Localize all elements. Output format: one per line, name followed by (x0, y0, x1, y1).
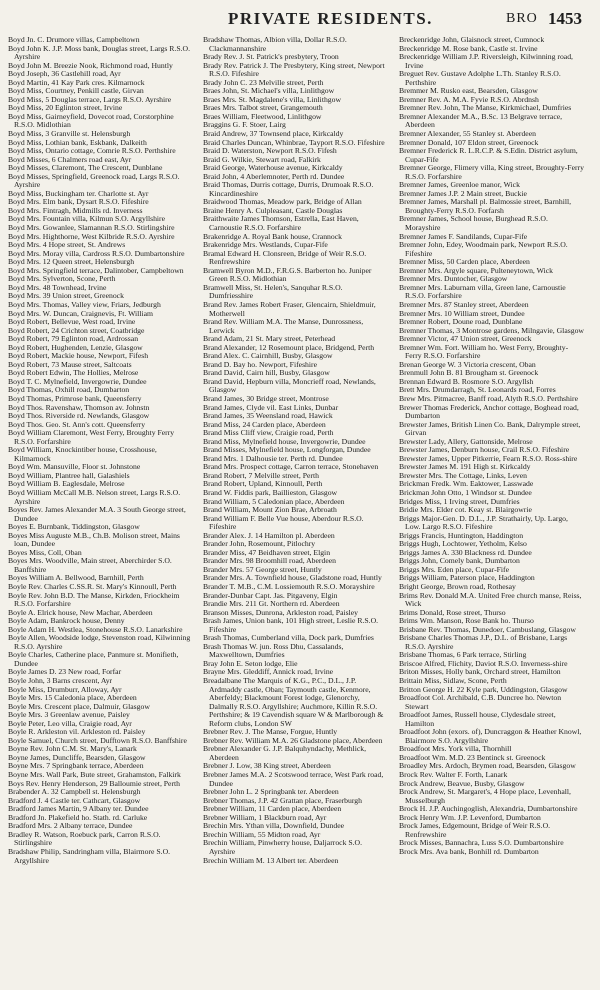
directory-entry: Bremner Alexander, 55 Stanley st. Aberdeen (399, 129, 536, 139)
directory-entry: Brander Alex. J. 14 Hamilton pl. Aberdeen (203, 530, 335, 540)
directory-entry: Britton George H. 22 Kyle park, Uddingston, Glasgow (399, 684, 568, 694)
directory-entry: Boyne Mrs. 7 Springbank terrace, Aberdeen (8, 761, 144, 771)
directory-entry: Brebner James M.A. 2 Scotswood terrace, West Park road, Dundee (203, 770, 384, 788)
directory-entry: Boys Rev. Henry Henderson, 29 Balloumie street, Perth (8, 778, 181, 788)
directory-entry: Braid D. Waterston, Newport R.S.O. Fifesh (203, 146, 337, 156)
directory-entry: Brandie Mrs. 211 Gt. Northern rd. Aberdeen (203, 599, 340, 609)
directory-entry: Brand William F. Belle Vue house, Aberdour R.S.O. Fifeshire (203, 513, 364, 532)
directory-entry: Brebner Thomas, J.P. 42 Grattan place, Fraserburgh (203, 795, 362, 805)
directory-entry: Boyle A. Elrick house, New Machar, Aberdeen (8, 607, 153, 617)
directory-entry: Boyd Mrs. 4 Hope street, St. Andrews (8, 240, 126, 250)
directory-entry: Brand Adam, 21 St. Mary street, Peterhead (203, 334, 336, 344)
directory-entry: Brechin Mrs. Ythan villa, Downfield, Dundee (203, 821, 345, 831)
directory-entry: Bremmer M. Rusko east, Bearsden, Glasgow (399, 86, 538, 96)
directory-entry: Breckenridge John, Glaisnock street, Cumnock (399, 35, 545, 44)
directory-entry: Boyd Mrs. Fountain villa, Kilmun S.O. Argyllshire (8, 214, 166, 224)
directory-entry: Brand Robert, Upland, Kinnoull, Perth (203, 479, 323, 489)
directory-entry: Boyd Miss, Ontario cottage, Comrie R.S.O. Perthshire (8, 146, 176, 156)
directory-entry: Boyd Mrs. Fintragh, Midmills rd. Inverness (8, 205, 143, 215)
directory-entry: Briscoe Alfred, Flichity, Daviot R.S.O. Inverness-shire (399, 658, 568, 668)
directory-entry: Brewster Mrs. The Cottage, Links, Leven (399, 470, 527, 480)
directory-entry: Braes Mrs. Talbot street, Grangemouth (203, 103, 323, 113)
directory-entry: Braine Henry A. Culpleasant, Castle Douglas (203, 205, 343, 215)
directory-entry: Boyle Peter, Leo villa, Craigie road, Ayr (8, 718, 132, 728)
directory-entry: Brims Donald, Rose street, Thurso (399, 607, 506, 617)
directory-entry: Boyd Robert, Bellevue, West road, Irvine (8, 317, 136, 327)
directory-entry: Boyd Martin, 41 Kay Park cres. Kilmarnock (8, 77, 145, 87)
directory-entry: Brander Miss, 47 Beidhaven street, Elgin (203, 547, 331, 557)
directory-entry: Bremner Mrs. Duntocher, Glasgow (399, 274, 508, 284)
directory-entry: Brady John C. 23 Melville street, Perth (203, 77, 324, 87)
directory-entry: Boyle Charles, Catherine place, Panmure st. Monifieth, Dundee (8, 650, 179, 668)
directory-entry: Brander T. M.B., C.M. Lossiemouth R.S.O. Morayshire (203, 582, 375, 591)
directory-entry: Boyd Mrs. 39 Union street, Greenock (8, 291, 124, 301)
directory-entry: Brenan George W. 3 Victoria crescent, Oban (399, 359, 536, 369)
directory-entry: Broadley Mrs. Ardoch, Brymen road, Bearsden, Glasgow (399, 761, 576, 771)
directory-entry: Boyd Misses, Claremont, The Crescent, Dunblane (8, 163, 163, 173)
directory-entry: Boyd Joseph, 36 Castlehill road, Ayr (8, 69, 121, 79)
directory-entry: Breguet Rev. Gustave Adolphe L.Th. Stanley R.S.O. Perthshire (399, 69, 561, 87)
directory-entry: Brand James, Clyde vil. East Links, Dunbar (203, 402, 339, 412)
directory-entry: Bremner James, School house, Burghead R.S.O. Morayshire (399, 214, 548, 233)
directory-entry: Brebner Rev. J. The Manse, Forgue, Huntly (203, 727, 338, 737)
directory-entry: Boyd Mrs. 12 Queen street, Helensburgh (8, 257, 135, 267)
directory-entry: Branson Misses, Dunrona, Arkleston road, Paisley (203, 607, 359, 617)
directory-entry: Brett Mrs. Drumdarragh, St. Leonards road, Forres (399, 385, 556, 395)
directory-entry: Brand James, 30 Bridge street, Montrose (203, 393, 329, 403)
directory-entry: Braithwaite James Thomson, Estrella, East Haven, Carnoustie R.S.O. Forfarshire (203, 214, 359, 233)
directory-entry: Bremner Donald, 107 Eldon street, Greenock (399, 137, 539, 147)
directory-entry: Brand Alex. C. Cairnhill, Busby, Glasgow (203, 351, 333, 361)
directory-entry: Bremner Alexander M.A., B.Sc. 13 Belgrave terrace, Aberdeen (399, 111, 563, 130)
directory-entry: Brand D. Bay ho. Newport, Fifeshire (203, 359, 318, 369)
directory-entry: Boyd Thos. Riverside rd. Newlands, Glasgow (8, 411, 150, 421)
directory-entry: Boyd Robert, 24 Crichton street, Coatbridge (8, 325, 145, 335)
directory-entry: Bremner James, Marshall pl. Balmossie street, Barnhill, Broughty-Ferry R.S.O. Forfarsh (399, 197, 572, 215)
directory-entry: Bremner James, Greenloe manor, Wick (399, 180, 520, 190)
directory-entry: Broadfoot Wm. M.D. 23 Bentinck st. Greenock (399, 752, 546, 762)
directory-entry: Boyd Robert, 73 Mause street, Saltcoats (8, 359, 132, 369)
directory-entry: Brady Rev. J. St. Patrick's presbytery, Troon (203, 52, 339, 62)
directory-entry: Boyd William B. Eaglesdale, Melrose (8, 479, 125, 489)
directory-entry: Brechin William, 55 Midton road, Ayr (203, 829, 321, 839)
directory-entry: Brand Alexander, 12 Rosemount place, Bridgend, Perth (203, 342, 375, 352)
directory-entry: Brebner J. Low, 38 King street, Aberdeen (203, 761, 331, 771)
directory-entry: Boyd Robert, Hughenden, Lenzie, Glasgow (8, 342, 143, 352)
directory-entry: Boyle R. Arkleston vil. Arkleston rd. Paisley (8, 727, 146, 737)
directory-entry: Bridges Miss, 1 Irving street, Dumfries (399, 496, 520, 506)
directory-entry: Boyle Allen, Woodside lodge, Stevenston road, Kilwinning R.S.O. Ayrshire (8, 633, 191, 651)
directory-entry: Braes Mrs. St. Magdalene's villa, Linlithgow (203, 94, 342, 104)
directory-entry: Boyd William McCall M.B. Nelson street, Largs R.S.O. Ayrshire (8, 487, 181, 506)
directory-entry: Boyne Rev. John C.M. St. Mary's, Lanark (8, 744, 137, 754)
directory-entry: Bradley R. Watson, Roebuck park, Carron R.S.O. Stirlingshire (8, 829, 161, 848)
directory-entry: Brand Miss, Mylnefield house, Invergowrie, Dundee (203, 436, 366, 446)
directory-entry: Braid Andrew, 37 Townsend place, Kirkcaldy (203, 129, 344, 139)
directory-entry: Brew Mrs. Pitmacree, Banff road, Alyth R.S.O. Perthshire (399, 393, 578, 403)
directory-entry: Brand David, Hepburn villa, Moncrieff road, Newlands, Glasgow (203, 376, 376, 395)
directory-entry: Brisbane Rev. Thomas, Dunedoer, Cambuslang, Glasgow (399, 624, 576, 634)
directory-entry: Boyd Thos. Geo. St. Ann's cott. Queensferry (8, 419, 146, 429)
directory-entry: Brash Thomas, Cumberland villa, Dock park, Dumfries (203, 633, 374, 643)
directory-entry: Brash Thomas W. jun. Ross Dhu, Cassalands, Maxwelltown, Dumfries (203, 641, 344, 660)
directory-entry: Boyle Rev. John B.D. The Manse, Kirkden, Friockheim R.S.O. Forfarshire (8, 590, 180, 609)
directory-entry: Braes William, Fleetwood, Linlithgow (203, 111, 322, 121)
entry-range: BRO (506, 11, 538, 26)
directory-entry: Bray John E. Seton lodge, Elie (203, 658, 298, 668)
directory-entry: Brakenridge A. Royal Bank house, Crannock (203, 231, 342, 241)
directory-entry: Boyne James, Duncliffe, Bearsden, Glasgow (8, 752, 146, 762)
directory-entry: Braid G. Wilkie, Stewart road, Falkirk (203, 154, 321, 164)
directory-entry: Brock Andrew, St. Margaret's, 4 Hope place, Levenhall, Musselburgh (399, 787, 571, 805)
directory-entry: Bremner Mrs. 10 William street, Dundee (399, 308, 525, 318)
directory-entry: Boyd Mrs. Gowanlee, Slamannan R.S.O. Stirlingshire (8, 223, 175, 233)
directory-entry: Bradshaw Philip, Sandringham villa, Blairmore S.O. Argyllshire (8, 846, 171, 865)
directory-entry: Brand Miss Cliff view, Craigie road, Perth (203, 428, 334, 438)
directory-entry: Bremner Rev. John, The Manse, Kirkmichael, Dumfries (399, 103, 572, 113)
directory-entry: Braid Thomas, Durris cottage, Durris, Drumoak R.S.O. Kincardineshire (203, 180, 374, 198)
directory-entry: Boyd Miss, Buckingham ter. Charlotte st. Ayr (8, 188, 149, 198)
directory-entry: Bremner Mrs. 87 Stanley street, Aberdeen (399, 299, 529, 309)
directory-entry: Bremner Mrs. Argyle square, Pulteneytown, Wick (399, 265, 553, 275)
directory-entry: Brander-Dunbar Capt. Jas. Pitgaveny, Elgin (203, 590, 338, 600)
directory-entry: Boyd John K. J.P. Moss bank, Douglas street, Largs R.S.O. Ayrshire (8, 43, 191, 62)
directory-entry: Briton Misses, Holly bank, Orchard street, Hamilton (399, 667, 561, 677)
directory-entry: Bradford James Martin, 9 Albany ter. Dundee (8, 804, 149, 814)
directory-entry: Brock Misses, Bannachra, Luss S.O. Dumbartonshire (399, 838, 564, 848)
directory-entry: Boyes E. Burnbank, Tiddingston, Glasgow (8, 522, 140, 532)
directory-entry: Boyd Mrs. Elm bank, Dysart R.S.O. Fifeshire (8, 197, 149, 207)
directory-entry: Boyle Mrs. 3 Greenlaw avenue, Paisley (8, 710, 130, 720)
directory-entry: Boyle Adam H. Westlea, Stonehouse R.S.O. Lanarkshire (8, 624, 183, 634)
directory-entry: Braid Charles Duncan, Whinbrae, Tayport R.S.O. Fifeshire (203, 137, 385, 147)
directory-entry: Bramal Edward H. Clonsreen, Bridge of Weir R.S.O. Renfrewshire (203, 248, 367, 267)
directory-entry: Brock James, Edgemount, Bridge of Weir R.S.O. Renfrewshire (399, 821, 551, 839)
directory-entry: Bremner Miss, 50 Carden place, Aberdeen (399, 257, 530, 267)
directory-entry: Brebner John L. 2 Springbank ter. Aberdeen (203, 787, 339, 797)
directory-entry: Briggs John, Comely bank, Dumbarton (399, 556, 520, 566)
directory-entry: Boyle Mrs. Crescent place, Dalmuir, Glasgow (8, 701, 150, 711)
directory-entry: Bridie Mrs. Elder cot. Keay st. Blairgowrie (399, 505, 532, 515)
directory-entry: Breckenridge William J.P. Riversleigh, Kilwinning road, Irvine (399, 52, 573, 70)
directory-entry: Boyes William A. Bellwood, Barnhill, Perth (8, 573, 144, 583)
directory-entry: Bremner Mrs. Laburnam villa, Green lane, Carnoustie R.S.O. Forfarshire (399, 282, 566, 301)
directory-entry: Boyle Adam, Bankrock house, Denny (8, 616, 125, 626)
directory-entry: Boyd Thos. Ravenshaw, Thomson av. Johnstn (8, 402, 150, 412)
directory-entry: Brander Mrs. 57 George street, Huntly (203, 564, 322, 574)
directory-entry: Bremner Wm. Fort. William ho. West Ferry, Broughty-Ferry R.S.O. Forfarshire (399, 342, 569, 361)
directory-entry: Brims Rev. Donald M.A. United Free church manse, Reiss, Wick (399, 590, 582, 609)
directory-entry: Boyle Miss, Drumburr, Alloway, Ayr (8, 684, 122, 694)
directory-entry: Boyd Robert, 79 Eglinton road, Ardrossan (8, 334, 139, 344)
directory-entry: Brand Miss, 24 Carden place, Aberdeen (203, 419, 326, 429)
directory-entry: Boyd John M. Breezie Nook, Richmond road, Huntly (8, 60, 173, 70)
directory-entry: Brewer Thomas Frederick, Anchor cottage, Boghead road, Dumbarton (399, 402, 579, 421)
directory-entry: Brock H. J.P. Auchingoglish, Alexandria, Dumbartonshire (399, 804, 578, 814)
directory-entry: Brock Henry Wm. J.P. Levenford, Dumbarton (399, 812, 541, 822)
directory-entry: Brand William, 5 Caledonian place, Aberdeen (203, 496, 345, 506)
directory-entry: Boyd Miss, Lothian bank, Eskbank, Dalkeith (8, 137, 147, 147)
directory-entry: Boyes Rev. James Alexander M.A. 3 South George street, Dundee (8, 505, 186, 523)
directory-entry: Brand Rev. William M.A. The Manse, Dunrossness, Lerwick (203, 317, 364, 335)
directory-entry: Bremner Robert, Doune road, Dunblane (399, 317, 523, 327)
directory-entry: Bramwell Byron M.D., F.R.G.S. Barberton ho. Juniper Green R.S.O. Midlothian (203, 265, 372, 284)
directory-entry: Brewster Lady, Allery, Gattonside, Melrose (399, 436, 533, 446)
directory-entry: Briggs Mrs. Eden place, Cupar-Fife (399, 564, 510, 574)
directory-entry: Brechin William, Pinwherry house, Daljarrock S.O. Ayrshire (203, 838, 363, 856)
directory-entry: Brisbane Charles Thomas J.P., D.L. of Brisbane, Largs R.S.O. Ayrshire (399, 633, 568, 651)
directory-entry: Boyd Misses, 6 Chalmers road east, Ayr (8, 154, 132, 164)
directory-entry: Brewster James, British Linen Co. Bank, Dalrymple street, Girvan (399, 419, 581, 438)
directory-entry: Boyd William, Plantree hall, Galashiels (8, 470, 130, 480)
directory-entry: Bremner Frederick R. L.R.C.P. & S.Edin. District asylum, Cupar-Fife (399, 146, 578, 164)
directory-entry: Boyd Thomas, Oxhill road, Dumbarton (8, 385, 130, 395)
directory-entry: Boyd Miss, 3 Granville st. Helensburgh (8, 129, 131, 139)
directory-entry: Boyd Miss, 20 Eglinton street, Irvine (8, 103, 123, 113)
directory-entry: Brewster James, Denburn house, Crail R.S.O. Fifeshire (399, 445, 570, 455)
directory-entry: Briggs James A. 330 Blackness rd. Dundee (399, 547, 532, 557)
directory-entry: Brand Misses, Mylnefield house, Longforgan, Dundee (203, 445, 371, 455)
directory-entry: Boyd William, Knockintiber house, Crosshouse, Kilmarnock (8, 445, 157, 463)
directory-entry: Boyle Mrs. 15 Caledonia place, Aberdeen (8, 693, 137, 703)
directory-entry: Brebner Rev. William M.A. 26 Gladstone place, Aberdeen (203, 735, 383, 745)
directory-entry: Boyd Mrs. Moray villa, Cardross R.S.O. Dumbartonshire (8, 248, 185, 258)
directory-entry: Brander Mrs. 98 Broomhill road, Aberdeen (203, 556, 337, 566)
column-3 (399, 36, 584, 857)
directory-entry: Broadfoot Mrs. York villa, Thornhill (399, 744, 512, 754)
directory-entry: Boyd Jn. C. Drumore villas, Campbeltown (8, 35, 140, 44)
directory-entry: Boyd Robert, Mackie house, Newport, Fifesh (8, 351, 149, 361)
directory-entry: Boyd Miss, Gairneyfield, Dovecot road, Corstorphine R.S.O. Midlothian (8, 111, 174, 130)
column-1 (8, 36, 193, 865)
directory-entry: Boyd Robert Edwin, The Hollies, Melrose (8, 368, 139, 378)
directory-entry: Brand William, Mount Zion Brae, Arbroath (203, 505, 337, 515)
directory-entry: Breckenridge M. Rose bank, Castle st. Irvine (399, 43, 538, 53)
directory-entry: Brand James, 35 Weensland road, Hawick (203, 411, 333, 421)
directory-entry: Brabender A. 32 Campbell st. Helensburgh (8, 787, 141, 797)
directory-entry: Brakenridge Mrs. Westlands, Cupar-Fife (203, 240, 328, 250)
directory-entry: Brickman Fredk. Wm. Eaktower, Lasswade (399, 479, 534, 489)
directory-entry: Brand Mrs. 1 Dalhousie ter. Perth rd. Dundee (203, 453, 343, 463)
directory-entry: Boyd Wm. Mansuville, Floor st. Johnstone (8, 462, 141, 472)
directory-entry: Boyd Mrs. 48 Townhead, Irvine (8, 282, 107, 292)
directory-entry: Bradford Mrs. 2 Albany terrace, Dundee (8, 821, 133, 831)
page-header (0, 6, 600, 32)
directory-entry: Braggins G. F. Stoer, Lairg (203, 120, 286, 130)
directory-entry: Brand Robert, 7 Melville street, Perth (203, 470, 319, 480)
directory-entry: Bremner Rev. A. M.A. Fyvie R.S.O. Abrdnsh (399, 94, 539, 104)
page-title: PRIVATE RESIDENTS. (228, 9, 433, 28)
directory-entry: Broadfoot James, Russell house, Clydesdale street, Hamilton (399, 710, 556, 728)
directory-entry: Bramwell Miss, St. Helen's, Sanquhar R.S.O. Dumfriesshire (203, 282, 343, 301)
directory-entry: Boyd Miss, 5 Douglas terrace, Largs R.S.O. Ayrshire (8, 94, 172, 104)
directory-entry: Bremner John, Edey, Woodmain park, Newport R.S.O. Fifeshire (399, 240, 568, 258)
directory-entry: Boyd Mrs. Thomas, Valley view, Friars, Jedburgh (8, 299, 161, 309)
directory-entry: Bradford J. 4 Castle ter. Cathcart, Glasgow (8, 795, 141, 805)
directory-entry: Brebner William, 11 Carden place, Aberdeen (203, 804, 342, 814)
directory-entry: Boyes Miss Auguste M.B., Ch.B. Molison street, Mains loan, Dundee (8, 530, 180, 549)
directory-entry: Brims Wm. Manson, Rose Bank ho. Thurso (399, 616, 534, 626)
directory-entry: Brander John, Rosemount, Pitlochry (203, 539, 316, 549)
directory-entry: Bremner James J.P. 2 Main street, Buckie (399, 188, 527, 198)
directory-entry: Briggs Francis, Huntington, Haddington (399, 530, 524, 540)
directory-entry: Brander Mrs. A. Townfield house, Gladstone road, Huntly (203, 573, 382, 583)
directory-entry: Brock Rev. Walter F. Forth, Lanark (399, 770, 508, 780)
directory-entry: Boyle James D. 23 New road, Forfar (8, 667, 122, 677)
directory-entry: Boyle John, 3 Barns crescent, Ayr (8, 676, 113, 686)
directory-entry: Brebner William, 1 Blackburn road, Ayr (203, 812, 327, 822)
directory-entry: Boyd Mrs. Sylverton, Scone, Perth (8, 274, 116, 284)
directory-entry: Boyle Samuel, Church street, Dufftown R.S.O. Banffshire (8, 735, 187, 745)
page-number: 1453 (548, 9, 582, 28)
directory-entry: Boyd Misses, Springfield, Greenock road, Largs R.S.O. Ayrshire (8, 171, 180, 190)
directory-entry: Brock Andrew, Beavue, Busby, Glasgow (399, 778, 525, 788)
directory-entry: Brand David, Cairn hill, Busby, Glasgow (203, 368, 330, 378)
directory-entry: Braid George, Waterhouse avenue, Kirkcaldy (203, 163, 343, 173)
directory-entry: Bremner Thomas, 3 Montrose gardens, Milngavie, Glasgow (399, 325, 584, 335)
directory-entry: Braes John, St. Michael's villa, Linlithgow (203, 86, 335, 96)
directory-entry: Boyd Mrs. Highthorne, West Kilbride R.S.O. Ayrshire (8, 231, 175, 241)
directory-entry: Brittain Miss, Sidlaw, Scone, Perth (399, 676, 507, 686)
directory-entry: Brayne Mrs. Gleddiff, Annick road, Irvine (203, 667, 334, 677)
directory-entry: Briggs Hugh, Lochtower, Yetholm, Kelso (399, 539, 527, 549)
directory-entry: Boyd Mrs. Springfield terrace, Dalintober, Campbeltown (8, 265, 184, 275)
directory-entry: Brand Mrs. Prospect cottage, Carron terrace, Stonehaven (203, 462, 379, 472)
directory-entry: Bremner George, Flimery villa, King street, Broughty-Ferry R.S.O. Forfarshire (399, 163, 584, 181)
directory-entry: Boyd Miss, Courtney, Penkill castle, Girvan (8, 86, 144, 96)
directory-entry: Brisbane Thomas, 6 Park terrace, Stirling (399, 650, 527, 660)
directory-entry: Braidwood Thomas, Meadow park, Bridge of Allan (203, 197, 362, 207)
directory-entry: Brebner Alexander G. J.P. Balquhyndachy, Methlick, Aberdeen (203, 744, 367, 762)
directory-entry: Boyes Mrs. Woodville, Main street, Aberchirder S.O. Banffshire (8, 556, 172, 574)
directory-entry: Brickman John Otto, 1 Windsor st. Dundee (399, 487, 532, 497)
directory-entry: Boyne Mrs. Wall Park, Bute street, Grahamston, Falkirk (8, 770, 181, 780)
directory-entry: Brennan Edward B. Rosmore S.O. Argyllsh (399, 376, 534, 386)
directory-entry: Brock Mrs. Ava bank, Bonhill rd. Dumbarton (399, 846, 539, 856)
directory-entry: Braid John, 4 Aberlemnoter, Perth rd. Dundee (203, 171, 345, 181)
directory-entry: Bright George, Brown road, Rothesay (399, 582, 516, 591)
directory-entry: Brewster James M. 191 High st. Kirkcaldy (399, 462, 531, 472)
directory-entry: Bradford Jn. Plakefield ho. Stath. rd. Carluke (8, 812, 148, 822)
directory-entry: Briggs Major-Gen. D. D.L., J.P. Strathairly, Up. Largo, Low. Largo R.S.O. Fifeshire (399, 513, 568, 532)
column-2 (203, 36, 388, 865)
directory-entry: Boyd William Claremont, West Ferry, Broughty Ferry R.S.O. Forfarshire (8, 428, 175, 446)
directory-entry: Brewster James, Upper Pitkerrie, Fearn R.S.O. Ross-shire (399, 453, 578, 463)
directory-entry: Boyd Mrs. W. Duncan, Craignevis, Ft. William (8, 308, 153, 318)
directory-entry: Bradshaw Thomas, Albion villa, Dollar R.S.O. Clackmannanshire (203, 35, 347, 53)
directory-entry: Brand Rev. James Robert Fraser, Glencairn, Shieldmuir, Motherwell (203, 299, 376, 318)
directory-entry: Boyes Miss, Coll, Oban (8, 547, 82, 557)
directory-entry: Brady Rev. Patrick J. The Presbytery, King street, Newport R.S.O. Fifeshire (203, 60, 385, 79)
directory-entry: Breadalbane The Marquis of K.G., P.C., D.L., J.P. Ardmaddy castle, Oban; Taymouth castle, Kenmore, Aberfeldy; Blackmount Forest lodge, Glenorchy, Dalmally R.S.O. Argyllshire; Auchmore, Killin R.S.O. Perthshire; & 19 Cavendish square W & Marlborough & Reform clubs, London SW (203, 676, 384, 728)
directory-entry: Briggs William, Paterson place, Haddington (399, 573, 535, 583)
directory-entry: Brenmull John B. 81 Brougham st. Greenock (399, 368, 539, 378)
directory-entry: Brechin William M. 13 Albert ter. Aberdeen (203, 855, 339, 865)
directory-entry: Brash James, Union bank, 101 High street, Leslie R.S.O. Fifeshire (203, 616, 379, 634)
directory-entry: Boyd Thomas, Primrose bank, Queensferry (8, 393, 142, 403)
directory-entry: Bremner James F. Sandilands, Cupar-Fife (399, 231, 528, 241)
directory-entry: Brand W. Fiddis park, Baillieston, Glasgow (203, 487, 338, 497)
directory-entry: Boyle Rev. Charles C.SS.R. St. Mary's Kinnoull, Perth (8, 582, 177, 591)
directory-entry: Broadfoot John (exors. of), Duncraggon & Heather Knowl, Blairmore S.O. Argyllshire (399, 727, 582, 745)
directory-entry: Bremner Victor, 47 Union street, Greenock (399, 334, 532, 344)
directory-entry: Broadfoot Col. Archibald, C.B. Duncree ho. Newton Stewart (399, 693, 562, 711)
directory-entry: Boyd T. C. Mylnefield, Invergowrie, Dundee (8, 376, 147, 386)
